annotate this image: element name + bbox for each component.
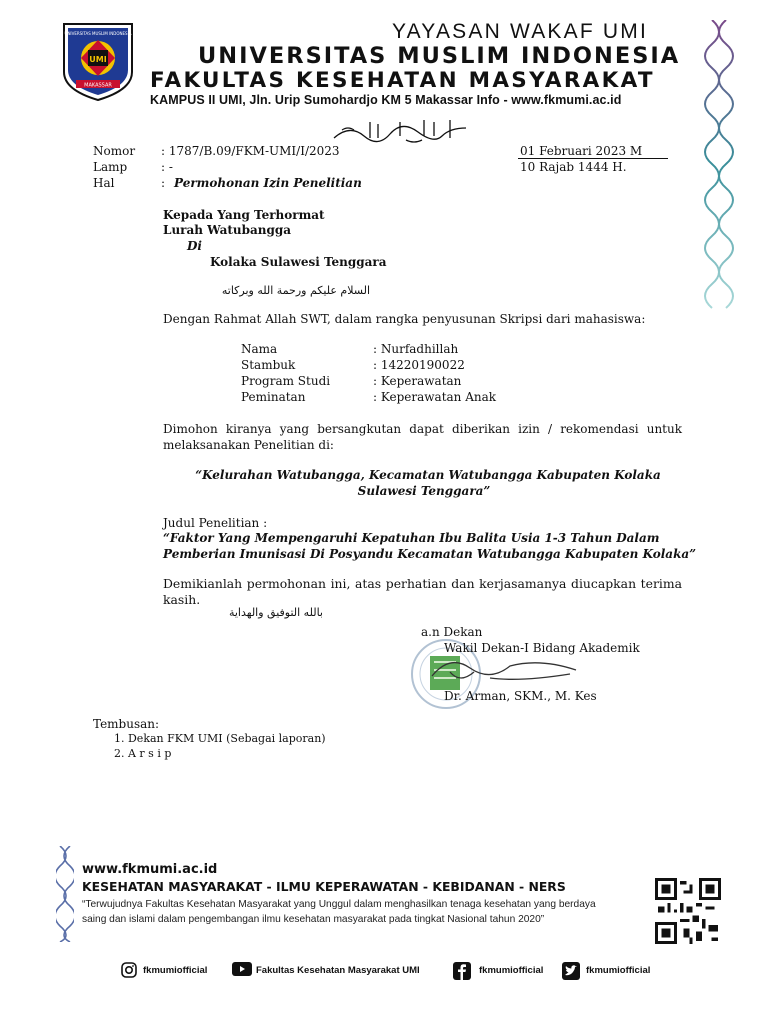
- closing-arabic: بالله التوفيق والهداية: [228, 606, 323, 619]
- recipient-line4: Kolaka Sulawesi Tenggara: [210, 255, 387, 269]
- student-label-peminatan: Peminatan: [241, 390, 306, 404]
- recipient-line3: Di: [187, 239, 202, 253]
- footer-programs: KESEHATAN MASYARAKAT - ILMU KEPERAWATAN - KEBIDANAN - NERS: [82, 879, 566, 894]
- signature-name: Dr. Arman, SKM., M. Kes: [444, 689, 597, 703]
- instagram-icon[interactable]: [121, 962, 137, 978]
- date-hijri: 10 Rajab 1444 H.: [520, 160, 627, 174]
- twitter-handle[interactable]: fkmumiofficial: [586, 965, 651, 976]
- research-title-label: Judul Penelitian :: [163, 516, 268, 530]
- hal-label: Hal: [93, 176, 115, 190]
- footer-url: www.fkmumi.ac.id: [82, 862, 218, 877]
- logo-mid-text: UMI: [89, 55, 107, 64]
- university-name: UNIVERSITAS MUSLIM INDONESIA: [198, 43, 681, 69]
- recipient-line2: Lurah Watubangga: [163, 223, 292, 237]
- cc-item-1: 1. Dekan FKM UMI (Sebagai laporan): [114, 732, 326, 745]
- intro-text: Dengan Rahmat Allah SWT, dalam rangka penyusunan Skripsi dari mahasiswa:: [163, 312, 646, 326]
- cc-item-2: 2. A r s i p: [114, 747, 172, 760]
- ornament-footer-left: [56, 846, 74, 942]
- request-paragraph: Dimohon kiranya yang bersangkutan dapat diberikan izin / rekomendasi untuk melaksanakan Penelitian di:: [163, 422, 682, 452]
- logo-top-text: UNIVERSITAS MUSLIM INDONESIA: [64, 31, 132, 36]
- umi-logo: [58, 20, 138, 102]
- youtube-icon[interactable]: [232, 962, 252, 976]
- campus-address: KAMPUS II UMI, Jln. Urip Sumohardjo KM 5 Makassar Info - www.fkmumi.ac.id: [150, 93, 622, 107]
- footer-vision: “Terwujudnya Fakultas Kesehatan Masyarakat yang Unggul dalam menghasilkan tenaga kesehatan yang berdaya saing dan islami dalam pengembangan ilmu kesehatan masyarakat pada tingkat Nasional tahun 2020”: [82, 899, 596, 925]
- signature-role: Wakil Dekan-I Bidang Akademik: [444, 641, 640, 655]
- lamp-value: : -: [161, 160, 173, 174]
- salam-arabic: السلام عليكم ورحمة الله وبركاته: [221, 284, 370, 297]
- cc-label: Tembusan:: [93, 717, 160, 731]
- nomor-label: Nomor: [93, 144, 136, 158]
- instagram-handle[interactable]: fkmumiofficial: [143, 965, 208, 976]
- student-label-stambuk: Stambuk: [241, 358, 296, 372]
- foundation-name: YAYASAN WAKAF UMI: [392, 20, 648, 43]
- date-masehi: 01 Februari 2023 M: [520, 144, 643, 158]
- student-value-stambuk: : 14220190022: [373, 358, 465, 372]
- student-value-peminatan: : Keperawatan Anak: [373, 390, 497, 404]
- student-value-prodi: : Keperawatan: [373, 374, 462, 388]
- faculty-name: FAKULTAS KESEHATAN MASYARAKAT: [150, 68, 655, 93]
- basmalah-calligraphy: [330, 116, 470, 146]
- ornament-border-right: [704, 20, 734, 320]
- twitter-icon[interactable]: [562, 962, 580, 980]
- student-label-nama: Nama: [241, 342, 278, 356]
- research-title-line1: “Faktor Yang Mempengaruhi Kepatuhan Ibu Balita Usia 1-3 Tahun Dalam: [163, 531, 660, 545]
- location-line1: “Kelurahan Watubangga, Kecamatan Watubangga Kabupaten Kolaka: [195, 468, 661, 482]
- nomor-value: : 1787/B.09/FKM-UMI/I/2023: [161, 144, 340, 158]
- logo-bottom-text: MAKASSAR: [84, 82, 112, 89]
- student-label-prodi: Program Studi: [241, 374, 331, 388]
- hal-colon: :: [161, 176, 166, 190]
- closing-paragraph: Demikianlah permohonan ini, atas perhatian dan kerjasamanya diucapkan terima kasih.: [163, 576, 682, 607]
- location-line2: Sulawesi Tenggara”: [357, 484, 491, 498]
- hal-value: Permohonan Izin Penelitian: [174, 176, 362, 190]
- research-title-line2: Pemberian Imunisasi Di Posyandu Kecamatan Watubangga Kabupaten Kolaka”: [163, 547, 697, 561]
- qr-code: [654, 878, 722, 944]
- student-value-nama: : Nurfadhillah: [373, 342, 459, 356]
- youtube-channel[interactable]: Fakultas Kesehatan Masyarakat UMI: [256, 965, 420, 976]
- signature-an: a.n Dekan: [421, 625, 483, 639]
- facebook-icon[interactable]: [453, 962, 471, 980]
- recipient-line1: Kepada Yang Terhormat: [163, 208, 325, 222]
- facebook-handle[interactable]: fkmumiofficial: [479, 965, 544, 976]
- lamp-label: Lamp: [93, 160, 128, 174]
